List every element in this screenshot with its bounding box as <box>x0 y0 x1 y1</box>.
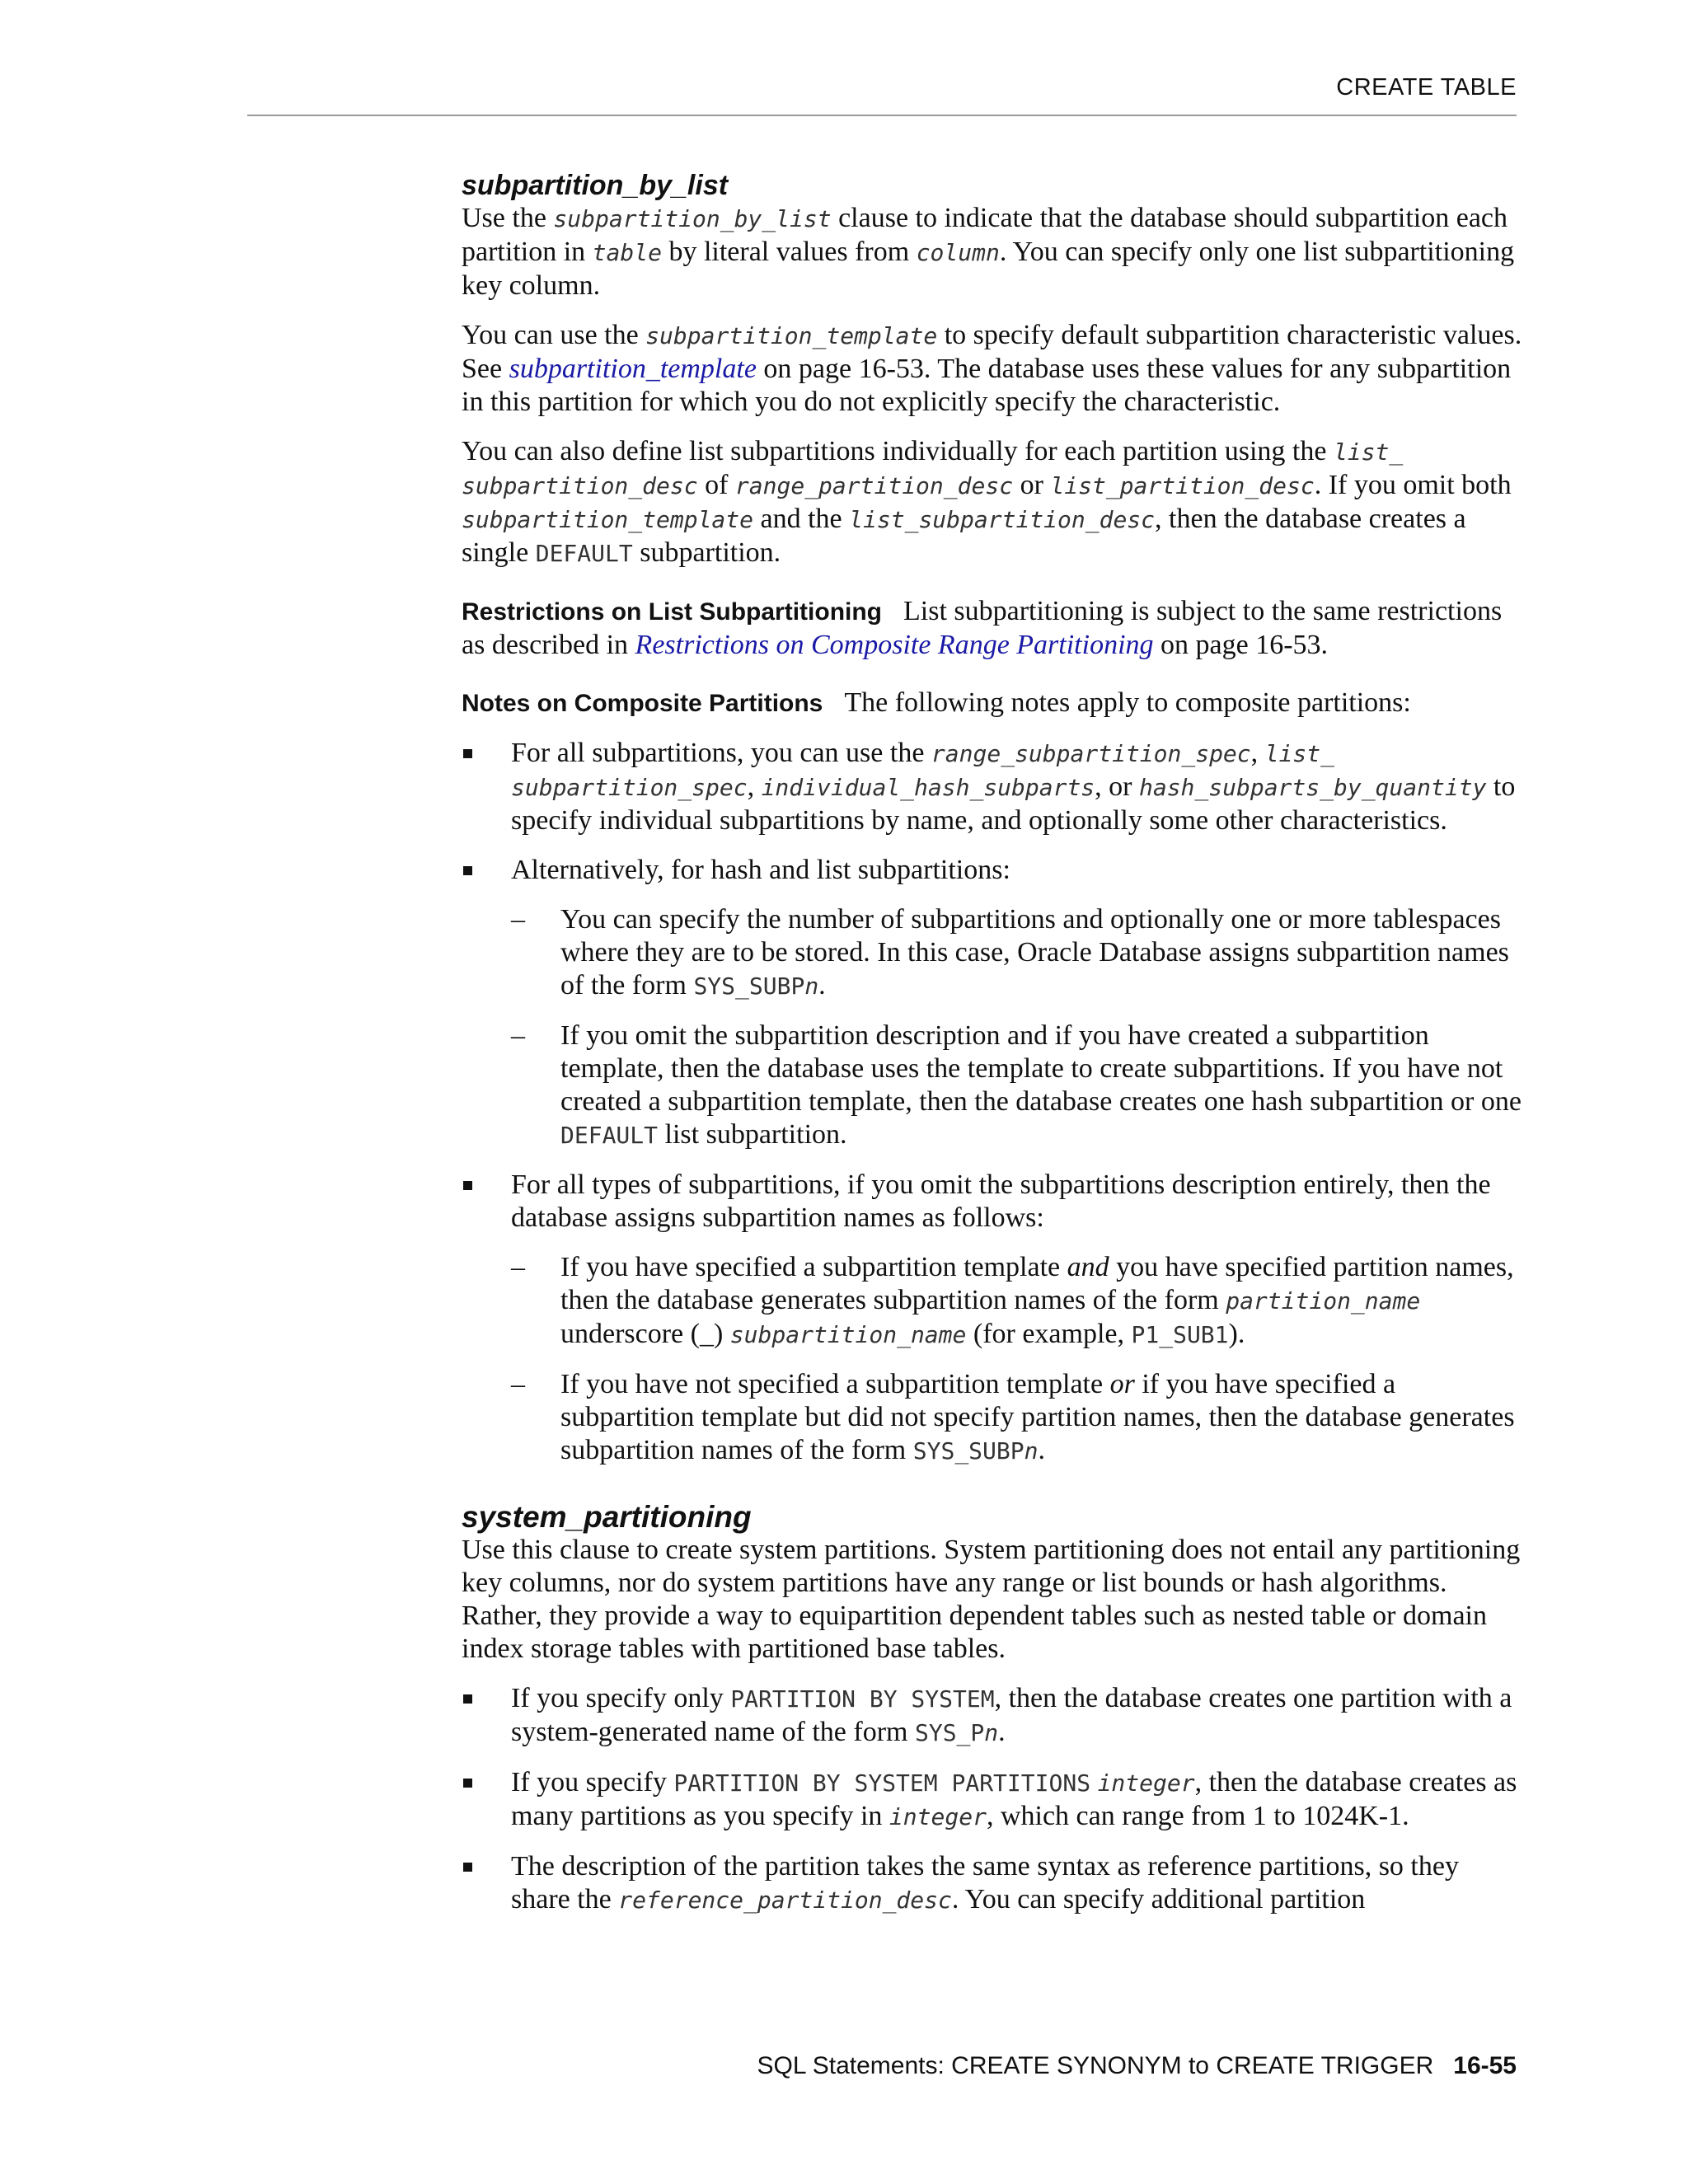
text: , then the database creates one partition with a system-generated name of the form <box>511 1683 1512 1747</box>
code-keyword: PARTITION BY SYSTEM PARTITIONS <box>673 1769 1091 1797</box>
code-keyword: DEFAULT <box>560 1122 659 1149</box>
text: clause to indicate that the database should subpartition each partition in <box>462 203 1508 267</box>
code-keyword: PARTITION BY SYSTEM <box>730 1685 995 1713</box>
code-term: range_subpartition_spec <box>931 740 1251 767</box>
code-term: list_subpartition_desc <box>849 506 1156 533</box>
code-term: subpartition_template <box>462 506 754 533</box>
bullet-list <box>462 1682 1525 1917</box>
text: If you specify <box>511 1767 674 1797</box>
text: Use the <box>462 203 554 233</box>
dash-list <box>511 1251 1525 1468</box>
text: For all types of subpartitions, if you omit the subpartitions description entirely, then the database assigns subpartition names as follows: <box>511 1169 1491 1233</box>
paragraph: Use this clause to create system partitions. System partitioning does not entail any partitioning key columns, nor do system partitions have any range or list bounds or hash algorithms. Rather, they provide a way to equipartition dependent tables such as nested table or domain index storage tables with partitioned base tables. <box>462 1535 1521 1664</box>
page-body <box>462 169 1525 1933</box>
text: . <box>1038 1435 1045 1465</box>
running-footer <box>247 2052 1517 2080</box>
code-term: partition_name <box>1226 1287 1421 1315</box>
paragraph-notes <box>462 687 1525 720</box>
code-term: list_ subpartition_spec <box>511 740 1334 801</box>
text: , which can range from 1 to 1024K-1. <box>986 1801 1409 1831</box>
code-term: column <box>916 239 1000 266</box>
text: If you omit the subpartition description and if you have created a subpartition template, then the database uses the template to create subpartitions. If you have not created a subpartition template, then the database creates one hash subpartition or one <box>560 1020 1522 1117</box>
code-keyword: SYS_SUBP <box>912 1437 1025 1465</box>
code-keyword: P1_SUB1 <box>1131 1321 1229 1348</box>
text: , <box>747 771 762 802</box>
dash-list <box>511 903 1525 1152</box>
header-rule <box>247 115 1517 116</box>
run-in-title: Notes on Composite Partitions <box>462 690 823 717</box>
code-term: n <box>804 972 819 1000</box>
text: you have specified partition names, then the database generates subpartition names of the form <box>560 1252 1514 1315</box>
text: List subpartitioning is subject to the same restrictions as described in <box>462 596 1503 660</box>
text: , or <box>1095 771 1139 802</box>
text: on page 16-53. <box>1153 630 1329 660</box>
text: . If you omit both <box>1314 470 1512 500</box>
list-item <box>462 854 1525 1152</box>
text: , <box>1250 738 1265 768</box>
text: The description of the partition takes the same syntax as reference partitions, so they share the <box>511 1851 1459 1915</box>
text: You can use the <box>462 320 646 350</box>
code-term: subpartition_name <box>729 1321 967 1348</box>
text: or <box>1013 470 1051 500</box>
code-term: individual_hash_subparts <box>761 774 1095 801</box>
text: to specify default subpartition characteristic values. See <box>462 320 1522 384</box>
list-item <box>462 1850 1525 1917</box>
text <box>1090 1767 1098 1797</box>
text: underscore (_) <box>560 1319 730 1349</box>
code-term: list_ subpartition_desc <box>462 438 1404 499</box>
list-item <box>511 1368 1525 1468</box>
code-term: subpartition_by_list <box>553 205 832 232</box>
code-term: table <box>592 239 662 266</box>
emphasis: or <box>1109 1369 1135 1399</box>
xref-link-restrictions[interactable]: Restrictions on Composite Range Partitioning <box>635 630 1154 660</box>
text: (for example, <box>966 1319 1132 1349</box>
section-heading-system-partitioning: system_partitioning <box>462 1500 752 1534</box>
text: . You can specify only one list subpartitioning key column. <box>462 237 1515 301</box>
text: If you specify only <box>511 1683 731 1713</box>
list-item <box>462 1169 1525 1468</box>
code-keyword: SYS_SUBP <box>693 972 805 1000</box>
text: subpartition. <box>632 537 781 568</box>
code-term: list_partition_desc <box>1050 472 1315 499</box>
section-heading-subpartition-by-list: subpartition_by_list <box>462 170 729 201</box>
text: . <box>998 1717 1006 1747</box>
list-item <box>462 737 1525 837</box>
text: if you have specified a subpartition template but did not specify partition names, then the database generates subpartition names of the form <box>560 1369 1515 1465</box>
list-item <box>462 1682 1525 1750</box>
list-item <box>511 1251 1525 1352</box>
emphasis: and <box>1067 1252 1109 1282</box>
text: on page 16-53. The database uses these values for any subpartition in this partition for which you do not explicitly specify the characteristic. <box>462 354 1512 417</box>
code-term: n <box>984 1719 999 1746</box>
running-header: CREATE TABLE <box>1336 74 1517 101</box>
code-term: subpartition_template <box>645 322 938 349</box>
code-keyword: SYS_P <box>914 1719 985 1746</box>
code-keyword: DEFAULT <box>535 540 633 567</box>
list-item <box>511 903 1525 1003</box>
text: If you have specified a subpartition template <box>560 1252 1067 1282</box>
code-term: hash_subparts_by_quantity <box>1138 774 1487 801</box>
text: , then the database creates as many partitions as you specify in <box>511 1767 1517 1831</box>
text: to specify individual subpartitions by name, and optionally some other characteristics. <box>511 771 1516 836</box>
paragraph <box>462 435 1525 570</box>
text: of <box>697 470 735 500</box>
bullet-list <box>462 737 1525 1468</box>
code-term: integer <box>1097 1769 1195 1797</box>
text: . <box>818 970 826 1001</box>
page-number: 16-55 <box>1453 2052 1517 2079</box>
text: by literal values from <box>661 237 917 267</box>
text: and the <box>753 504 850 534</box>
text: You can also define list subpartitions individually for each partition using the <box>462 436 1334 466</box>
list-item <box>511 1019 1525 1152</box>
text: The following notes apply to composite partitions: <box>844 687 1411 718</box>
list-item <box>462 1766 1525 1834</box>
text: You can specify the number of subpartitions and optionally one or more tablespaces where they are to be stored. In this case, Oracle Database assigns subpartition names of the form <box>560 904 1509 1001</box>
footer-chapter-title: SQL Statements: CREATE SYNONYM to CREATE TRIGGER <box>757 2052 1434 2079</box>
text: For all subpartitions, you can use the <box>511 738 931 768</box>
code-term: n <box>1024 1437 1039 1465</box>
text: Alternatively, for hash and list subpartitions: <box>511 855 1010 885</box>
text: ). <box>1228 1319 1245 1349</box>
paragraph-restrictions <box>462 595 1525 662</box>
text: . You can specify additional partition <box>951 1884 1366 1915</box>
text: , then the database creates a single <box>462 504 1466 568</box>
code-term: range_partition_desc <box>734 472 1014 499</box>
text: list subpartition. <box>658 1119 847 1150</box>
paragraph <box>462 202 1525 302</box>
code-term: reference_partition_desc <box>618 1886 952 1914</box>
code-term: integer <box>889 1803 987 1830</box>
paragraph <box>462 319 1525 419</box>
run-in-title: Restrictions on List Subpartitioning <box>462 598 882 626</box>
xref-link-subpartition-template[interactable]: subpartition_template <box>509 354 757 384</box>
text: If you have not specified a subpartition template <box>560 1369 1110 1399</box>
